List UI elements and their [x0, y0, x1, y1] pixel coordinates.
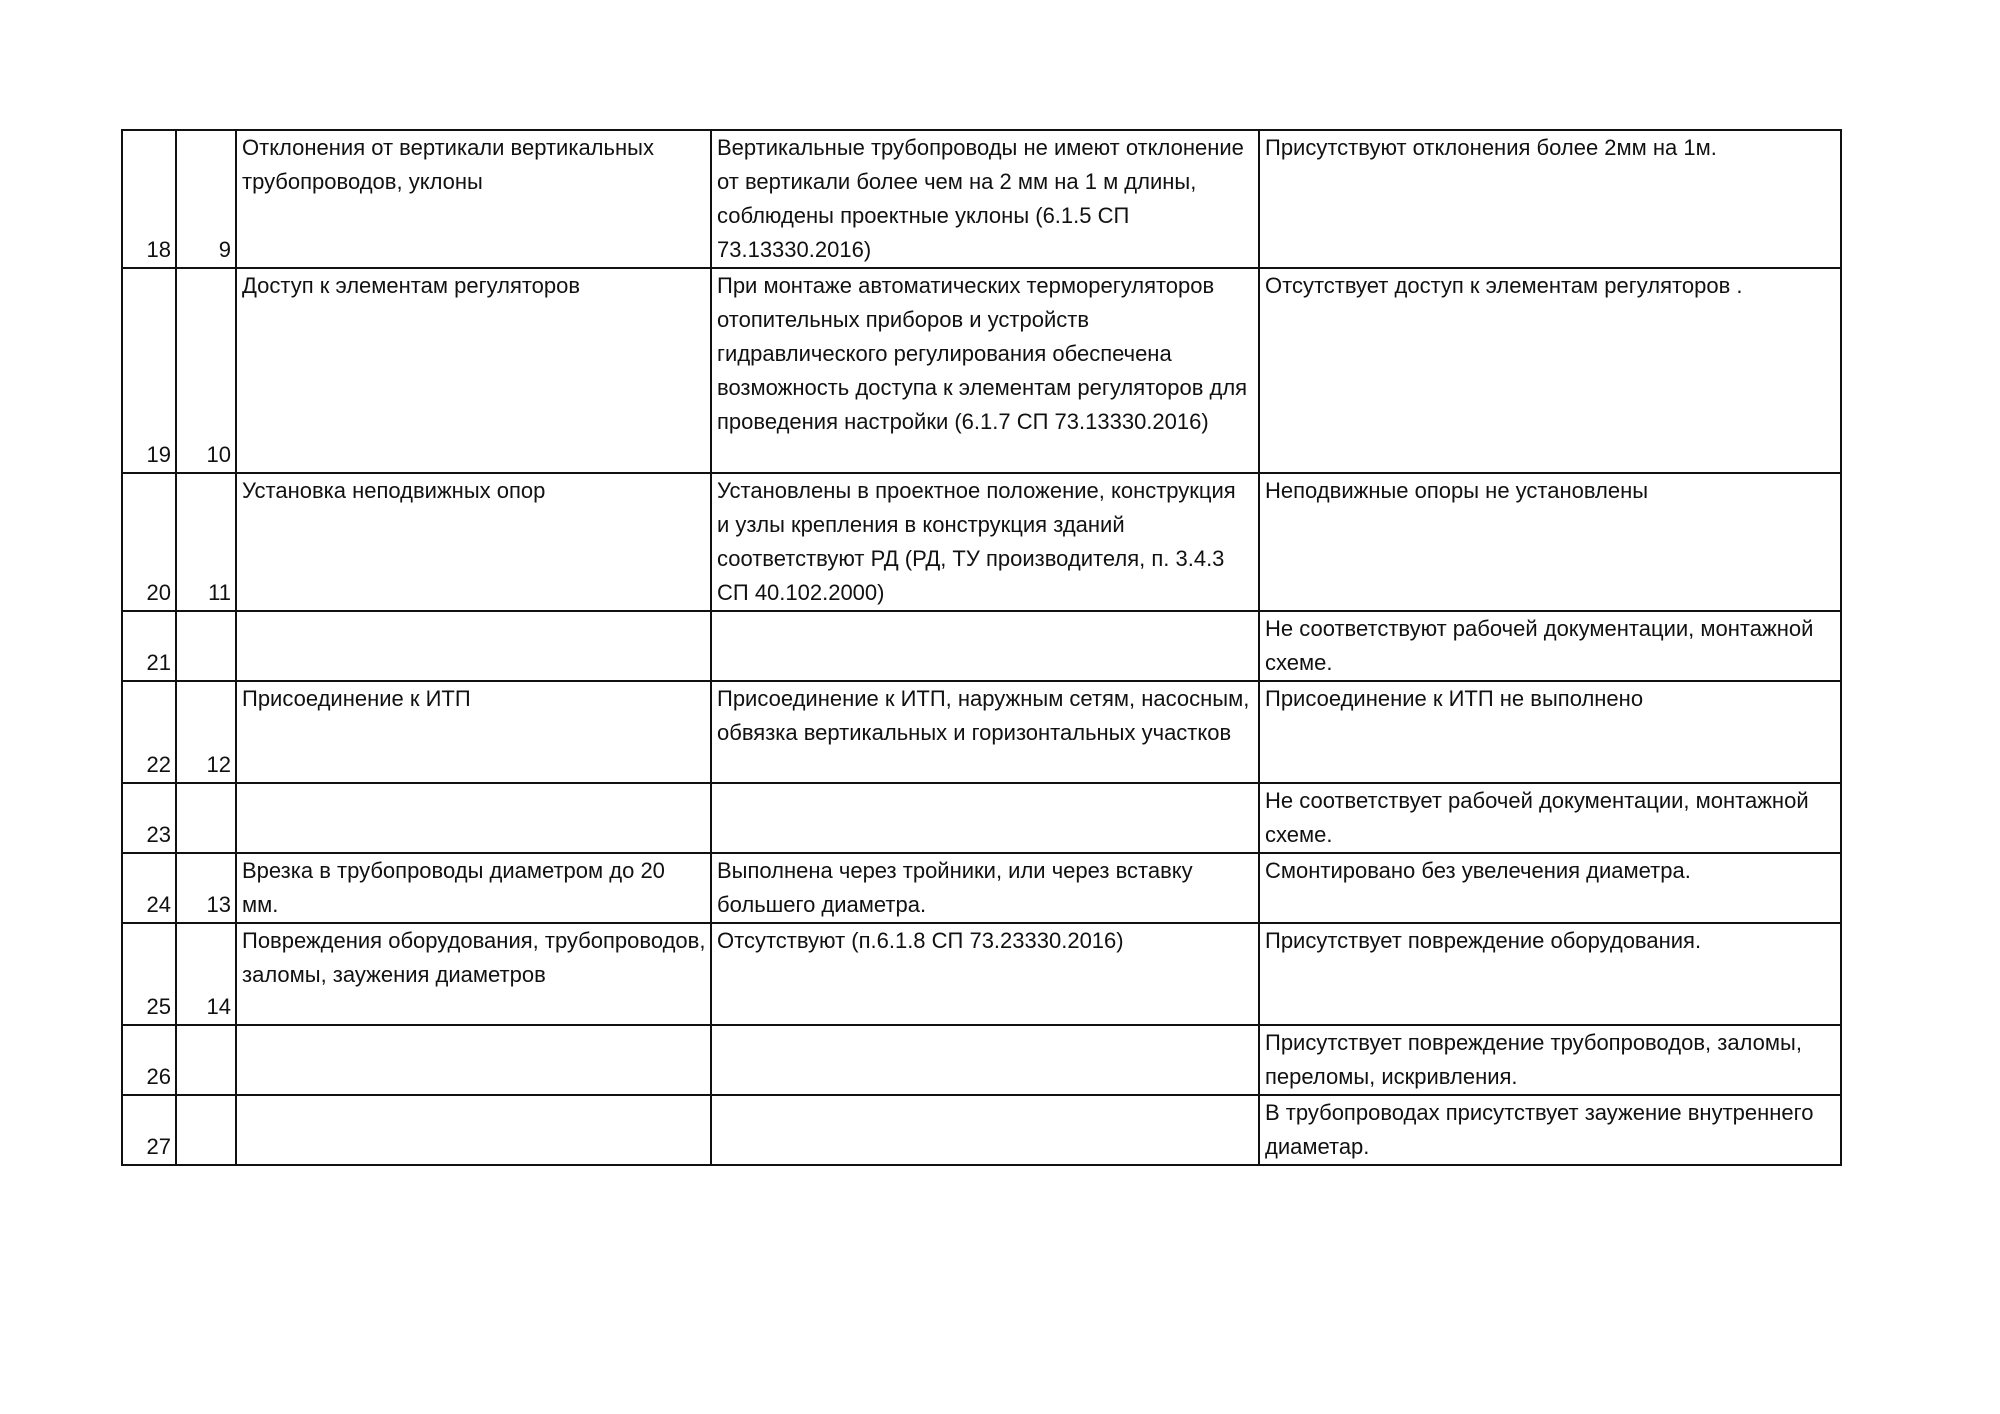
row-number: 23 — [122, 783, 176, 853]
table-row — [122, 681, 1841, 783]
parameter-cell: Доступ к элементам регуляторов — [236, 268, 711, 473]
table-row — [122, 611, 1841, 681]
finding-cell: Отсутствует доступ к элементам регуляторов . — [1259, 268, 1841, 473]
requirement-cell — [711, 1095, 1259, 1165]
item-number — [176, 1095, 236, 1165]
table-row — [122, 783, 1841, 853]
table-row — [122, 473, 1841, 611]
parameter-cell — [236, 1025, 711, 1095]
table-row — [122, 268, 1841, 473]
finding-cell: Смонтировано без увелечения диаметра. — [1259, 853, 1841, 923]
item-number — [176, 1025, 236, 1095]
row-number: 18 — [122, 130, 176, 268]
parameter-cell — [236, 1095, 711, 1165]
item-number: 10 — [176, 268, 236, 473]
row-number: 21 — [122, 611, 176, 681]
item-number: 12 — [176, 681, 236, 783]
requirement-cell — [711, 783, 1259, 853]
requirement-cell — [711, 611, 1259, 681]
finding-cell: Не соответствует рабочей документации, монтажной схеме. — [1259, 783, 1841, 853]
requirement-cell: Выполнена через тройники, или через вставку большего диаметра. — [711, 853, 1259, 923]
row-number: 27 — [122, 1095, 176, 1165]
finding-cell: Присоединение к ИТП не выполнено — [1259, 681, 1841, 783]
parameter-cell: Установка неподвижных опор — [236, 473, 711, 611]
row-number: 20 — [122, 473, 176, 611]
item-number: 14 — [176, 923, 236, 1025]
parameter-cell — [236, 783, 711, 853]
finding-cell: Неподвижные опоры не установлены — [1259, 473, 1841, 611]
row-number: 24 — [122, 853, 176, 923]
parameter-cell: Повреждения оборудования, трубопроводов, заломы, заужения диаметров — [236, 923, 711, 1025]
item-number: 11 — [176, 473, 236, 611]
parameter-cell: Присоединение к ИТП — [236, 681, 711, 783]
parameter-cell — [236, 611, 711, 681]
finding-cell: Присутствуют отклонения более 2мм на 1м. — [1259, 130, 1841, 268]
item-number — [176, 611, 236, 681]
row-number: 19 — [122, 268, 176, 473]
table-row — [122, 853, 1841, 923]
requirement-cell: Отсутствуют (п.6.1.8 СП 73.23330.2016) — [711, 923, 1259, 1025]
row-number: 26 — [122, 1025, 176, 1095]
finding-cell: Присутствует повреждение оборудования. — [1259, 923, 1841, 1025]
parameter-cell: Врезка в трубопроводы диаметром до 20 мм. — [236, 853, 711, 923]
table-row — [122, 1025, 1841, 1095]
requirement-cell: При монтаже автоматических терморегуляторов отопительных приборов и устройств гидравлического регулирования обеспечена возможность доступа к элементам регуляторов для проведения настройки (6.1.7 СП 73.13330.2016) — [711, 268, 1259, 473]
table-row — [122, 923, 1841, 1025]
table-row — [122, 1095, 1841, 1165]
finding-cell: Присутствует повреждение трубопроводов, заломы, переломы, искривления. — [1259, 1025, 1841, 1095]
requirement-cell — [711, 1025, 1259, 1095]
item-number — [176, 783, 236, 853]
parameter-cell: Отклонения от вертикали вертикальных трубопроводов, уклоны — [236, 130, 711, 268]
item-number: 9 — [176, 130, 236, 268]
finding-cell: Не соответствуют рабочей документации, монтажной схеме. — [1259, 611, 1841, 681]
row-number: 25 — [122, 923, 176, 1025]
table-row — [122, 130, 1841, 268]
finding-cell: В трубопроводах присутствует заужение внутреннего диаметар. — [1259, 1095, 1841, 1165]
inspection-table — [121, 129, 1842, 1166]
requirement-cell: Присоединение к ИТП, наружным сетям, насосным, обвязка вертикальных и горизонтальных участков — [711, 681, 1259, 783]
row-number: 22 — [122, 681, 176, 783]
requirement-cell: Установлены в проектное положение, конструкция и узлы крепления в конструкция зданий соответствуют РД (РД, ТУ производителя, п. 3.4.3 СП 40.102.2000) — [711, 473, 1259, 611]
requirement-cell: Вертикальные трубопроводы не имеют отклонение от вертикали более чем на 2 мм на 1 м длины, соблюдены проектные уклоны (6.1.5 СП 73.13330.2016) — [711, 130, 1259, 268]
item-number: 13 — [176, 853, 236, 923]
